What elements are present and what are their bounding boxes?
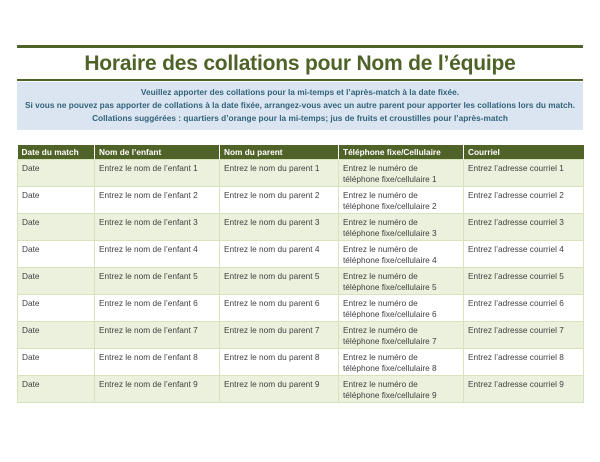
cell-child-name-text: Entrez le nom de l’enfant 8 — [99, 352, 198, 362]
cell-phone-line-1: Entrez le numéro de — [343, 163, 418, 173]
cell-phone-line-1: Entrez le numéro de — [343, 379, 418, 389]
cell-child-name-text: Entrez le nom de l’enfant 9 — [99, 379, 198, 389]
cell-phone[interactable] — [339, 268, 464, 295]
instruction-line-1: Veuillez apporter des collations pour la mi-temps et l’après-match à la date fixée. — [140, 87, 460, 97]
cell-phone-line-2: téléphone fixe/cellulaire 5 — [343, 281, 437, 292]
cell-date-text: Date — [22, 244, 40, 254]
cell-email[interactable] — [464, 322, 584, 349]
header-parent-name: Nom du parent — [220, 145, 339, 160]
cell-phone-line-2: téléphone fixe/cellulaire 1 — [343, 173, 437, 184]
cell-parent-name-text: Entrez le nom du parent 1 — [224, 163, 320, 173]
cell-phone[interactable] — [339, 241, 464, 268]
cell-email[interactable] — [464, 160, 584, 187]
cell-child-name[interactable] — [95, 349, 220, 376]
cell-phone-line-2: téléphone fixe/cellulaire 8 — [343, 362, 437, 373]
cell-phone-line-1: Entrez le numéro de — [343, 244, 418, 254]
cell-parent-name-text: Entrez le nom du parent 5 — [224, 271, 320, 281]
cell-date-text: Date — [22, 298, 40, 308]
header-match-date: Date du match — [18, 145, 95, 160]
table-row — [18, 322, 584, 349]
cell-child-name[interactable] — [95, 268, 220, 295]
cell-child-name[interactable] — [95, 295, 220, 322]
cell-parent-name[interactable] — [220, 295, 339, 322]
header-email: Courriel — [464, 145, 584, 160]
cell-date[interactable] — [18, 376, 95, 403]
cell-parent-name-text: Entrez le nom du parent 4 — [224, 244, 320, 254]
cell-phone-line-1: Entrez le numéro de — [343, 352, 418, 362]
table-header-row — [18, 145, 584, 160]
cell-email-text: Entrez l’adresse courriel 8 — [468, 352, 564, 362]
cell-date-text: Date — [22, 271, 40, 281]
cell-email[interactable] — [464, 268, 584, 295]
cell-email[interactable] — [464, 349, 584, 376]
cell-date-text: Date — [22, 190, 40, 200]
cell-parent-name[interactable] — [220, 376, 339, 403]
cell-email-text: Entrez l’adresse courriel 7 — [468, 325, 564, 335]
cell-phone-line-2: téléphone fixe/cellulaire 7 — [343, 335, 437, 346]
cell-email-text: Entrez l’adresse courriel 1 — [468, 163, 564, 173]
cell-email-text: Entrez l’adresse courriel 5 — [468, 271, 564, 281]
cell-parent-name[interactable] — [220, 241, 339, 268]
cell-parent-name[interactable] — [220, 322, 339, 349]
cell-child-name[interactable] — [95, 160, 220, 187]
cell-phone-line-2: téléphone fixe/cellulaire 3 — [343, 227, 437, 238]
table-row — [18, 214, 584, 241]
cell-email[interactable] — [464, 214, 584, 241]
header-phone: Téléphone fixe/Cellulaire — [339, 145, 464, 160]
title-bottom-rule — [17, 79, 583, 81]
cell-phone-line-1: Entrez le numéro de — [343, 217, 418, 227]
cell-parent-name[interactable] — [220, 160, 339, 187]
cell-date-text: Date — [22, 379, 40, 389]
cell-child-name[interactable] — [95, 241, 220, 268]
cell-email[interactable] — [464, 295, 584, 322]
cell-parent-name-text: Entrez le nom du parent 9 — [224, 379, 320, 389]
cell-phone[interactable] — [339, 295, 464, 322]
cell-child-name[interactable] — [95, 214, 220, 241]
cell-email-text: Entrez l’adresse courriel 6 — [468, 298, 564, 308]
cell-date[interactable] — [18, 214, 95, 241]
cell-date[interactable] — [18, 349, 95, 376]
title-top-rule — [17, 45, 583, 48]
instructions-box — [17, 82, 583, 130]
page-title: Horaire des collations pour Nom de l’équipe — [84, 52, 516, 75]
cell-child-name-text: Entrez le nom de l’enfant 2 — [99, 190, 198, 200]
instruction-line-2: Si vous ne pouvez pas apporter de collations à la date fixée, arrangez-vous avec un autre parent pour apporter les collations lors du match. — [24, 100, 576, 110]
cell-parent-name[interactable] — [220, 187, 339, 214]
cell-email-text: Entrez l’adresse courriel 9 — [468, 379, 564, 389]
cell-parent-name-text: Entrez le nom du parent 8 — [224, 352, 320, 362]
cell-parent-name-text: Entrez le nom du parent 3 — [224, 217, 320, 227]
cell-child-name[interactable] — [95, 187, 220, 214]
cell-phone[interactable] — [339, 214, 464, 241]
table-row — [18, 187, 584, 214]
cell-phone[interactable] — [339, 376, 464, 403]
cell-child-name-text: Entrez le nom de l’enfant 1 — [99, 163, 198, 173]
cell-phone-line-1: Entrez le numéro de — [343, 298, 418, 308]
cell-parent-name-text: Entrez le nom du parent 7 — [224, 325, 320, 335]
table-row — [18, 295, 584, 322]
table-row — [18, 160, 584, 187]
cell-child-name[interactable] — [95, 376, 220, 403]
cell-parent-name[interactable] — [220, 349, 339, 376]
cell-child-name-text: Entrez le nom de l’enfant 6 — [99, 298, 198, 308]
cell-phone[interactable] — [339, 322, 464, 349]
snack-schedule-table — [17, 145, 584, 403]
table-row — [18, 376, 584, 403]
cell-phone[interactable] — [339, 160, 464, 187]
cell-date-text: Date — [22, 217, 40, 227]
header-child-name: Nom de l’enfant — [95, 145, 220, 160]
cell-child-name-text: Entrez le nom de l’enfant 3 — [99, 217, 198, 227]
cell-phone-line-1: Entrez le numéro de — [343, 271, 418, 281]
cell-parent-name[interactable] — [220, 268, 339, 295]
table-row — [18, 268, 584, 295]
cell-date-text: Date — [22, 352, 40, 362]
cell-date[interactable] — [18, 241, 95, 268]
cell-date[interactable] — [18, 322, 95, 349]
cell-phone[interactable] — [339, 349, 464, 376]
cell-child-name-text: Entrez le nom de l’enfant 4 — [99, 244, 198, 254]
cell-parent-name[interactable] — [220, 214, 339, 241]
cell-phone-line-2: téléphone fixe/cellulaire 4 — [343, 254, 437, 265]
cell-date[interactable] — [18, 268, 95, 295]
cell-child-name-text: Entrez le nom de l’enfant 7 — [99, 325, 198, 335]
cell-phone[interactable] — [339, 187, 464, 214]
cell-email[interactable] — [464, 376, 584, 403]
cell-phone-line-2: téléphone fixe/cellulaire 9 — [343, 389, 437, 400]
cell-phone-line-1: Entrez le numéro de — [343, 190, 418, 200]
cell-parent-name-text: Entrez le nom du parent 6 — [224, 298, 320, 308]
cell-date-text: Date — [22, 163, 40, 173]
cell-phone-line-1: Entrez le numéro de — [343, 325, 418, 335]
cell-date[interactable] — [18, 160, 95, 187]
cell-child-name-text: Entrez le nom de l’enfant 5 — [99, 271, 198, 281]
cell-email[interactable] — [464, 187, 584, 214]
table-row — [18, 349, 584, 376]
cell-email-text: Entrez l’adresse courriel 3 — [468, 217, 564, 227]
cell-date[interactable] — [18, 187, 95, 214]
cell-date[interactable] — [18, 295, 95, 322]
cell-phone-line-2: téléphone fixe/cellulaire 6 — [343, 308, 437, 319]
table-row — [18, 241, 584, 268]
cell-email-text: Entrez l’adresse courriel 2 — [468, 190, 564, 200]
cell-email[interactable] — [464, 241, 584, 268]
cell-email-text: Entrez l’adresse courriel 4 — [468, 244, 564, 254]
cell-parent-name-text: Entrez le nom du parent 2 — [224, 190, 320, 200]
cell-child-name[interactable] — [95, 322, 220, 349]
cell-phone-line-2: téléphone fixe/cellulaire 2 — [343, 200, 437, 211]
instruction-line-3: Collations suggérées : quartiers d’orange pour la mi-temps; jus de fruits et croustilles pour l’après-match — [92, 113, 508, 123]
cell-date-text: Date — [22, 325, 40, 335]
table-body — [18, 160, 584, 403]
